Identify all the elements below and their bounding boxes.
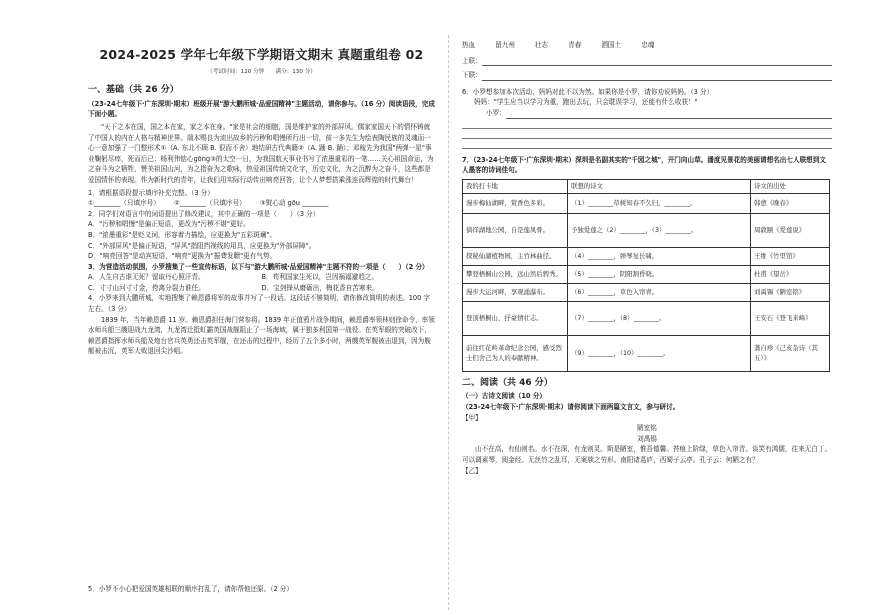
question-1-fills [88,198,435,209]
question-2: 2．同学们对语言中的词语提出了修改建议，其中正确的一项是（ ）（3 分） [88,209,320,218]
upper-couplet-input[interactable] [482,56,832,67]
passage-jia-label: 【甲】 [462,413,482,422]
q3-option-a[interactable]: A．人生自古谁无死？留取丹心照汗青。 [88,273,205,282]
header-place: 我的打卡地 [463,179,568,193]
question-6: 6．小罗想参加本次活动，妈妈对此不以为然。如果你是小罗，请你劝说妈妈。（3 分） [462,87,714,96]
row-poem[interactable]: （6）________，草色入帘青。 [568,283,751,301]
table-row [463,301,830,335]
row-poem[interactable]: （7）________，（8）________。 [568,301,751,335]
section-reading-heading: 二、阅读（共 46 分） [462,377,553,388]
activity-intro: （23-24七年级下·广东深圳·期末）班级开展"游大鹏所城·品爱国精神"主题活动，请你参与。（16 分）阅读语段，完成下面小题。 [88,99,435,119]
table-row [463,213,830,247]
q3-options [88,272,435,293]
xiaoluo-label: 小罗： [486,108,506,117]
row-source: 龚自珍《己亥杂诗（其五）》 [751,335,830,371]
table-row [463,335,830,371]
word-6: 忠魂 [641,41,655,49]
xiaoluo-answer-line-1[interactable] [506,108,832,119]
word-2: 留九州 [495,41,515,49]
fill-2[interactable]: ②________（只填序号） [173,199,246,208]
question-5: 5．小罗不小心把爱国英雄相联的顺序打乱了，请你帮他还原。（2 分） [88,585,293,593]
q2-option-c[interactable]: C．"外部屏风"是偏正短语，"屏风"指阻挡视线的用具，应更换为"外部屏障"。 [88,241,316,250]
row-poem[interactable]: （1）________草树知春不久归，________。 [568,193,751,213]
row-place: 漫步大运河畔，享观涌瀑布。 [463,283,568,301]
answer-line-4[interactable] [462,139,832,149]
answer-line-3[interactable] [462,129,832,139]
header-source: 诗文的出处 [751,179,830,193]
row-source: 韩愈《晚春》 [751,193,830,213]
row-poem[interactable]: （9）________，（10）________。 [568,335,751,371]
reading-passage: "天下之本在国，国之本在家，家之本在身。"家是社会的细胞，国是维护家的外部屏风。儒家家国天下的情怀铸就了中国人的内在人格与精神世界。端木赐良为流出故乡的污秽和唱慢所行出一切，前一多先生为绘表陶民族的灵魂而一心一意加强了一门整形术①（A. 东北不顾 B. 很而不舍）地结研古代典籍②（A. 踊 B. 踊）；邓稼先为我国"两弹一星"事业鞠躬尽瘁，死而后已；杨利伟惦心ɡōnɡ③的太空一日，为我国航天事业书写了浓墨重彩的一笔……关心祖国命运，为之奋斗为之牺牲，赞美祖国山河，为之指奋为之歌咏，热爱祖国传统文化字，历史文化，为之沉醉为之奋斗，这些都是爱国情怀的表现。作为新时代的青年，让我们用实际行动传出响亮回答，让个人梦想搭乘涨连而辉煌的时代舞台！ [88,122,434,184]
upper-couplet-label: 上联： [462,56,482,65]
row-poem[interactable]: （4）________，弹琴复长啸。 [568,247,751,265]
header-poem: 联想的诗文 [568,179,751,193]
table-header-row [463,179,830,193]
answer-line-2[interactable] [462,119,832,129]
table-row [463,247,830,265]
question-3: 3．为营造活动氛围，小罗搜集了一些宣传标语，以下与"游大鹏所城·品爱国精神"主题不符的一项是（ ）（2 分） [88,262,429,271]
q2-option-d[interactable]: D．"响亮回答"是动宾短语，"响亮"更换为"振聋发聩"更有气势。 [88,252,277,261]
question-1: 1．请根据语段提示填序补充完整。（3 分） [88,188,214,197]
row-place: 徜徉湖地公园，自是莲凤骨。 [463,213,568,247]
poem-table [462,179,830,372]
fill-1[interactable]: ①________（只填序号） [88,199,160,208]
table-row [463,193,830,213]
left-column [88,0,435,615]
column-divider [448,35,449,610]
couplet-words [462,40,832,51]
lower-couplet-label: 下联： [462,71,482,80]
xiaoluo-row [462,108,832,119]
table-row [463,265,830,283]
exam-info: （考试时间：120 分钟 满分：130 分） [207,68,316,75]
piece-title: 陋室铭 [637,424,657,433]
fill-3[interactable]: ③熨心动 ɡōu ________ [259,199,329,208]
question-4: 4．小罗来到大鹏所城，实地搜集了赖恩爵将军的故事并写了一段话。这段话不够简明，请你修改简明的表述。100 字左右。（3 分） [88,294,430,314]
row-source: 王维《竹里馆》 [751,247,830,265]
row-poem[interactable]: （5）________，阴阳割昏晓。 [568,265,751,283]
row-source: 王安石《登飞来峰》 [751,301,830,335]
q3-option-d[interactable]: D．宝剑锋从磨砺出，梅花香自苦寒来。 [261,283,379,292]
q3-option-c[interactable]: C．寸寸山河寸寸金，侉离分裂力谁任。 [88,283,205,292]
table-row [463,283,830,301]
section-basics-heading: 一、基础（共 26 分） [88,85,179,96]
passage-yi-label: 【乙】 [462,466,482,475]
subsection-classical: （一）古诗文阅读（10 分） [462,392,547,401]
piece-text: 山不在高，有仙则名。水不在深，有龙则灵。斯是陋室，惟吾德馨。苔痕上阶绿，草色入帘青。谈笑有鸿儒，往来无白丁。可以调素琴，阅金经。无丝竹之乱耳，无案牍之劳形。南阳诸葛庐，西蜀子云亭。孔子云：何陋之有？ [462,445,832,464]
upper-couplet-row [462,56,832,67]
exam-title: 2024-2025 学年七年级下学期语文期末 真题重组卷 02 [99,47,424,62]
row-place: 探秘仙湖植物园，主竹林曲径。 [463,247,568,265]
q2-option-b[interactable]: B．"浓墨重彩"是贬义词，形容着力描绘，应更换为"五彩斑斓"。 [88,230,277,239]
word-5: 洒国土 [601,41,622,49]
row-source: 周敦颐《爱莲说》 [751,213,830,247]
reading-intro: （23-24七年级下·广东深圳·期末）请你阅读下面两篇文言文，参与研讨。 [462,402,680,411]
right-column [462,0,832,615]
q3-option-b[interactable]: B．苟利国家生死以，岂因祸福避趋之。 [261,273,379,282]
word-3: 壮志 [534,41,549,49]
row-source: 杜甫《望岳》 [751,265,830,283]
word-1: 热血 [462,41,476,49]
row-place: 攀登梧桐山公园，远山然后骋秀。 [463,265,568,283]
row-place: 漫步梅仙湖畔，赏香色多彩。 [463,193,568,213]
lower-couplet-row [462,70,832,81]
row-place: 前往红花岭革命纪念公园，感受烈士们舍己为人的奉献精神。 [463,335,568,371]
row-poem[interactable]: 予独爱莲之（2）________，（3）________。 [568,213,751,247]
piece-author: 刘禹锡 [637,434,657,443]
lower-couplet-input[interactable] [482,70,832,81]
row-place: 登顶梧桐山，抒豪情壮志。 [463,301,568,335]
q2-option-a[interactable]: A．"污秽和唱慢"是偏正短语，更改为"污秽不堪"更好。 [88,220,250,229]
row-source: 刘禹锡《陋室铭》 [751,283,830,301]
question-4-passage: 1839 年，当年赖恩爵 11 岁。赖恩爵担任海门营参将。1839 年正值鸦片战争期间，赖恩爵率领林则徐命令，率领水师兵船三艘迎战九龙湾，九龙湾迁抵虹霸英国战舰阻止了一场海域，属于独多利国第一战役。在英军眼的突破改下，赖恩爵指挥水师兵船及炮台官兵英勇还击英军舰，在还击的过程中，经历了五个多小时，两艘英军舰被击退到，因为舰艇被击沉，英军大败退回尖沙咀。 [88,315,435,356]
word-4: 青春 [568,41,582,49]
mom-quote: 妈妈："学生应当以学习为重，跑出去玩，只会耽误学习，还能有什么收获！" [474,98,698,107]
question-7: 7．（23-24七年级下·广东深圳·期末）深圳是名副其实的"千园之城"，开门向山草。潘度见景花的美丽请想名出七人联想到文人墨客的诗词佳句。 [462,155,826,175]
